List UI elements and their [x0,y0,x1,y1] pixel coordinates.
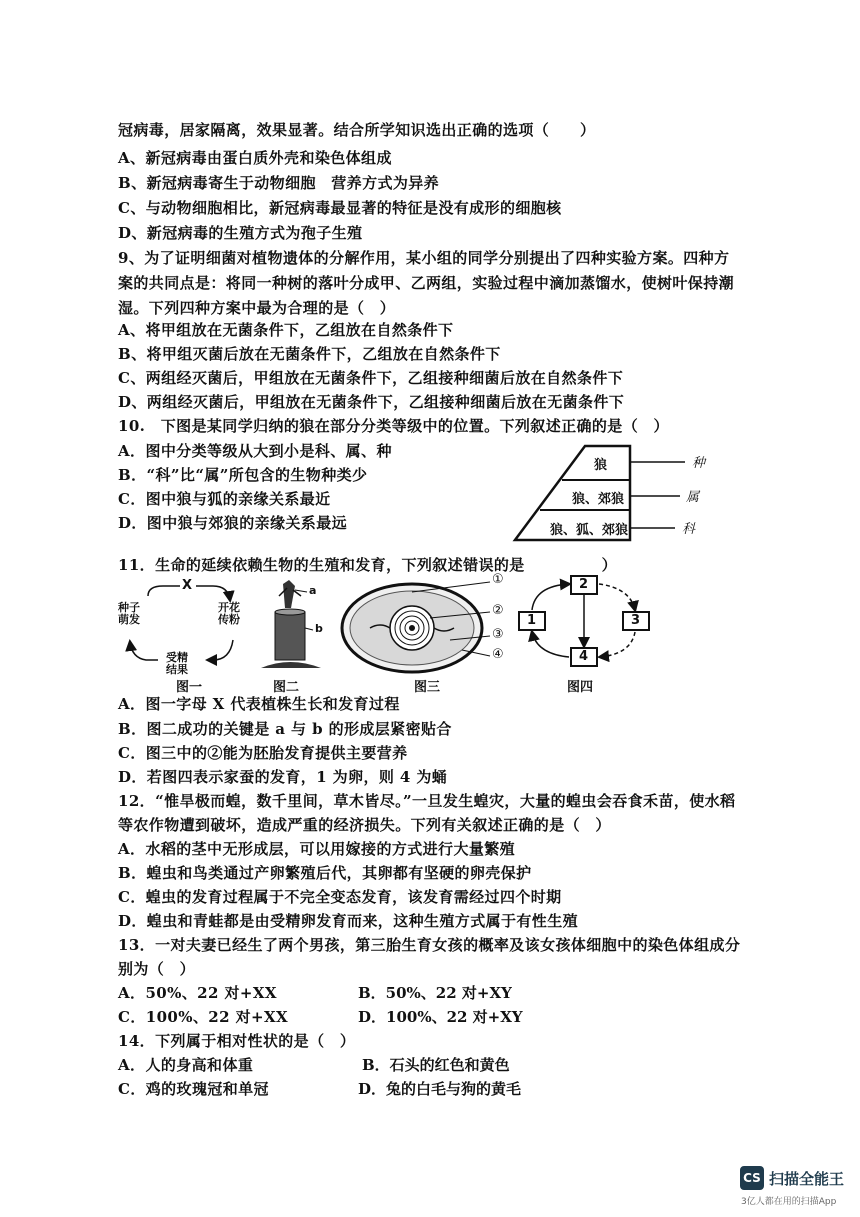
q12-option-c: C．蝗虫的发育过程属于不完全变态发育，该发育需经过四个时期 [118,888,562,906]
q10-stem: 10. 下图是某同学归纳的狼在部分分类等级中的位置。下列叙述正确的是（ ） [118,417,669,435]
pyramid-row-family: 狼、狐、郊狼 [550,523,629,538]
fig3-label-1: ① [492,572,504,587]
fig1-caption: 图一 [176,680,203,695]
fig3-caption: 图三 [414,680,441,695]
figure-1-cycle [118,578,248,695]
q13-stem-line1: 13．一对夫妻已经生了两个男孩，第三胎生育女孩的概率及该女孩体细胞中的染色体组成分 [118,936,741,954]
fig3-label-4: ④ [492,647,504,662]
fig3-label-3: ③ [492,627,504,642]
fig4-box-4: 4 [579,649,589,664]
q8-option-d: D、新冠病毒的生殖方式为孢子生殖 [118,224,363,242]
q14-stem: 14．下列属于相对性状的是（ ） [118,1032,356,1050]
camscanner-name: 扫描全能王 [769,1170,845,1188]
q14-option-b: B．石头的红色和黄色 [362,1056,510,1074]
figure-3-bird-egg [340,572,515,695]
fig2-label-a: a [309,584,317,597]
fig4-box-3: 3 [631,613,641,628]
q12-stem-line1: 12．“惟旱极而蝗，数千里间，草木皆尽。”一旦发生蝗灾，大量的蝗虫会吞食禾苗，使水稻 [118,792,736,810]
camscanner-logo-icon: CS [740,1166,764,1190]
q9-stem-line3: 湿。下列四种方案中最为合理的是（ ） [118,299,396,317]
q9-option-d: D、两组经灭菌后，甲组放在无菌条件下，乙组接种细菌后放在无菌条件下 [118,393,625,411]
q12-option-a: A．水稻的茎中无形成层，可以用嫁接的方式进行大量繁殖 [118,840,516,858]
fig1-label-fertilization: 受精 结果 [166,651,188,676]
pyramid-label-family: 科 [682,522,696,537]
q9-option-b: B、将甲组灭菌后放在无菌条件下，乙组放在自然条件下 [118,345,501,363]
q11-option-a: A．图一字母 X 代表植株生长和发育过程 [118,695,400,713]
q9-option-c: C、两组经灭菌后，甲组放在无菌条件下，乙组接种细菌后放在自然条件下 [118,369,624,387]
fig1-label-germination: 种子 萌发 [118,601,140,626]
figure-4-development-cycle [515,572,665,695]
q12-stem-line2: 等农作物遭到破坏，造成严重的经济损失。下列有关叙述正确的是（ ） [118,816,611,834]
fig1-label-x: X [182,578,193,593]
q10-option-a: A．图中分类等级从大到小是科、属、种 [118,442,392,460]
q8-stem-tail: 冠病毒，居家隔离，效果显著。结合所学知识选出正确的选项（ ） [118,121,596,139]
camscanner-tagline: 3亿人都在用的扫描App [741,1197,837,1207]
q13-option-a: A．50%、22 对+XX [118,984,277,1002]
q12-option-d: D．蝗虫和青蛙都是由受精卵发育而来，这种生殖方式属于有性生殖 [118,912,579,930]
fig4-caption: 图四 [567,680,594,695]
q14-option-a: A．人的身高和体重 [118,1056,254,1074]
q8-option-b: B、新冠病毒寄生于动物细胞 营养方式为异养 [118,174,440,192]
figure-2-grafting [255,578,335,695]
q11-stem: 11．生命的延续依赖生物的生殖和发育，下列叙述错误的是 ） [118,556,618,574]
q9-stem-line2: 案的共同点是：将同一种树的落叶分成甲、乙两组，实验过程中滴加蒸馏水，使树叶保持潮 [118,274,735,292]
q11-option-c: C．图三中的②能为胚胎发育提供主要营养 [118,744,408,762]
classification-pyramid-figure [510,440,720,550]
pyramid-row-species: 狼 [594,458,608,473]
q8-option-a: A、新冠病毒由蛋白质外壳和染色体组成 [118,149,392,167]
q13-stem-line2: 别为（ ） [118,960,196,978]
fig4-box-1: 1 [527,613,537,628]
q14-option-c: C．鸡的玫瑰冠和单冠 [118,1080,269,1098]
q10-option-d: D．图中狼与郊狼的亲缘关系最远 [118,514,348,532]
q10-option-b: B．“科”比“属”所包含的生物种类少 [118,466,368,484]
q12-option-b: B．蝗虫和鸟类通过产卵繁殖后代，其卵都有坚硬的卵壳保护 [118,864,532,882]
fig2-label-b: b [315,622,323,635]
q11-option-d: D．若图四表示家蚕的发育，1 为卵，则 4 为蛹 [118,768,448,786]
fig2-caption: 图二 [273,680,300,695]
pyramid-label-genus: 属 [686,490,700,505]
pyramid-row-genus: 狼、郊狼 [572,492,625,507]
q14-option-d: D．兔的白毛与狗的黄毛 [358,1080,522,1098]
q10-option-c: C．图中狼与狐的亲缘关系最近 [118,490,331,508]
q13-option-c: C．100%、22 对+XX [118,1008,289,1026]
q9-option-a: A、将甲组放在无菌条件下，乙组放在自然条件下 [118,321,454,339]
q8-option-c: C、与动物细胞相比，新冠病毒最显著的特征是没有成形的细胞核 [118,199,562,217]
q11-option-b: B．图二成功的关键是 a 与 b 的形成层紧密贴合 [118,720,452,738]
pyramid-label-species: 种 [692,456,706,471]
q13-option-b: B．50%、22 对+XY [358,984,512,1002]
q13-option-d: D．100%、22 对+XY [358,1008,523,1026]
fig4-box-2: 2 [579,577,589,592]
q9-stem-line1: 9、为了证明细菌对植物遗体的分解作用，某小组的同学分别提出了四种实验方案。四种方 [118,249,730,267]
fig1-label-flowering: 开花 传粉 [218,601,240,626]
fig3-label-2: ② [492,603,504,618]
